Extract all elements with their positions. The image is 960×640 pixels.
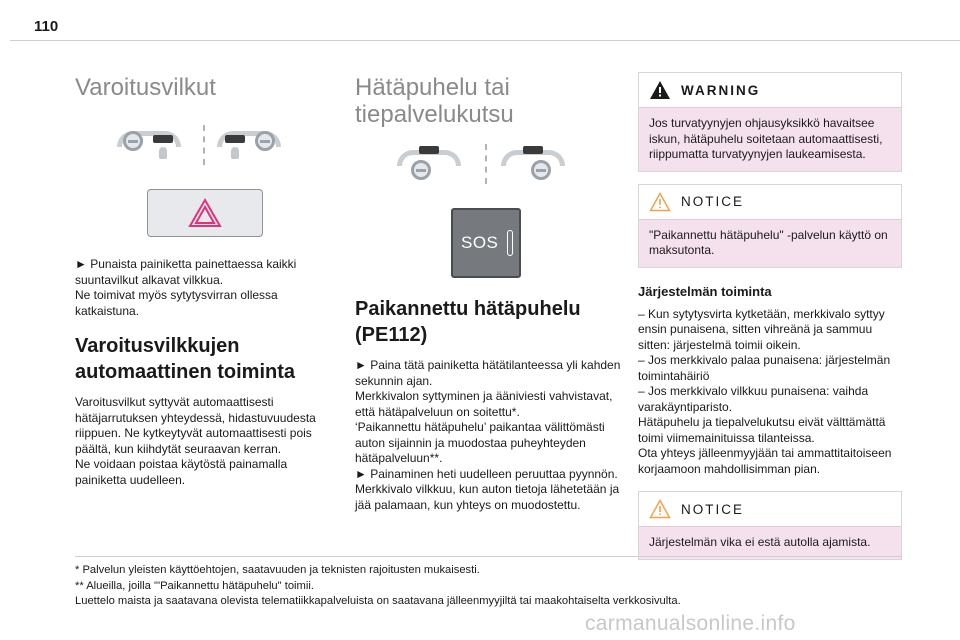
pe112-title: Paikannettu hätäpuhelu (PE112) bbox=[355, 298, 581, 346]
roof-console-separator bbox=[485, 144, 487, 184]
notice-box-2 bbox=[638, 491, 902, 560]
dashboard-illustration bbox=[117, 125, 325, 181]
notice-1-title: NOTICE bbox=[681, 194, 745, 209]
hazard-lights-title: Varoitusvilkut bbox=[75, 74, 216, 101]
top-divider bbox=[10, 40, 960, 41]
roof-console-lhd-icon bbox=[397, 144, 461, 184]
emergency-call-column bbox=[355, 60, 625, 513]
notice-2-text: Järjestelmän vika ei estä autolla ajamista. bbox=[639, 526, 901, 559]
hazard-triangle-icon bbox=[188, 198, 222, 228]
watermark: carmanualsonline.info bbox=[585, 612, 796, 635]
roof-console-rhd-icon bbox=[501, 144, 565, 184]
sos-button bbox=[451, 208, 521, 278]
hazard-intro-text: ► Punaista painiketta painettaessa kaikki suuntavilkut alkavat vilkkua. Ne toimivat myös sytytysvirran ollessa katkaistuna. bbox=[75, 257, 297, 318]
warning-title: WARNING bbox=[681, 82, 761, 98]
warning-triangle-icon bbox=[649, 80, 671, 100]
page-number: 110 bbox=[34, 18, 59, 35]
system-operation-title: Järjestelmän toiminta bbox=[638, 283, 772, 299]
pe112-text: ► Paina tätä painiketta hätätilanteessa yli kahden sekunnin ajan. Merkkivalon syttyminen ja ääniviesti vahvistavat, että hätäpalveluun on soitettu*. ‘Paikannettu hätäpuhelu’ paikantaa välittömästi auton sijainnin ja muodostaa puheyhteyden hätäpalveluun**. ► Painaminen heti uudelleen peruuttaa pyynnön. Merkkivalo vilkkuu, kun auton tietoja lähetetään ja jää palamaan, kun yhteys on muodostettu. bbox=[355, 358, 621, 512]
auto-hazard-text: Varoitusvilkut syttyvät automaattisesti hätäjarrutuksen yhteydessä, hidastuvuudesta riippuen. Ne kytkeytyvät automaattisesti pois päältä, kun kiihdytät seuraavan kerran. Ne voidaan poistaa käytöstä painamalla painiketta uudelleen. bbox=[75, 395, 316, 487]
dashboard-rhd-icon bbox=[217, 125, 281, 165]
notice-2-title: NOTICE bbox=[681, 501, 745, 517]
warning-text: Jos turvatyynyjen ohjausyksikkö havaitsee iskun, hätäpuhelu soitetaan automaattisesti, riippumatta turvatyynyjen laukeamisesta. bbox=[639, 107, 901, 171]
hazard-lights-column bbox=[75, 60, 325, 488]
warning-box-header bbox=[639, 73, 901, 107]
dashboard-lhd-icon bbox=[117, 125, 181, 165]
notice-1-text: "Paikannettu hätäpuhelu" -palvelun käyttö on maksutonta. bbox=[639, 219, 901, 267]
auto-hazard-title: Varoitusvilkkujen automaattinen toiminta bbox=[75, 335, 296, 383]
warning-box bbox=[638, 72, 902, 172]
footer-divider bbox=[75, 556, 902, 557]
footnotes: * Palvelun yleisten käyttöehtojen, saatavuuden ja teknisten rajoitusten mukaisesti. ** Alueilla, joilla "'Paikannettu hätäpuhelu" toimii. Luettelo maista ja saatavana olevista telematiikkapalveluista on saatavana jälleenmyyjiltä tai maakohtaiselta verkkosivulta. bbox=[75, 564, 681, 607]
notice-box-1-header bbox=[639, 185, 901, 219]
info-column bbox=[638, 72, 902, 560]
sos-label: SOS bbox=[461, 233, 499, 252]
notice-triangle-icon bbox=[649, 499, 671, 519]
notice-box-2-header bbox=[639, 492, 901, 526]
system-operation-text: – Kun sytytysvirta kytketään, merkkivalo syttyy ensin punaisena, sitten vihreänä ja sammuu sitten: järjestelmä toimii oikein. – Jos merkkivalo palaa punaisena: järjestelmän toimintahäiriö – Jos merkkivalo vilkkuu punaisena: vaihda varakäyntiparisto. Hätäpuhelu ja tiepalvelukutsu eivät välttämättä toimi viimemainituissa tilanteissa. Ota yhteys jälleenmyyjään tai ammattitaitoiseen korjaamoon mahdollisimman pian. bbox=[638, 306, 892, 476]
sos-indicator-led bbox=[507, 230, 513, 256]
notice-box-1 bbox=[638, 184, 902, 268]
notice-triangle-icon bbox=[649, 192, 671, 212]
emergency-call-title: Hätäpuhelu tai tiepalvelukutsu bbox=[355, 74, 514, 128]
dashboard-separator bbox=[203, 125, 205, 165]
hazard-button bbox=[147, 189, 263, 237]
roof-console-illustration bbox=[397, 144, 625, 200]
